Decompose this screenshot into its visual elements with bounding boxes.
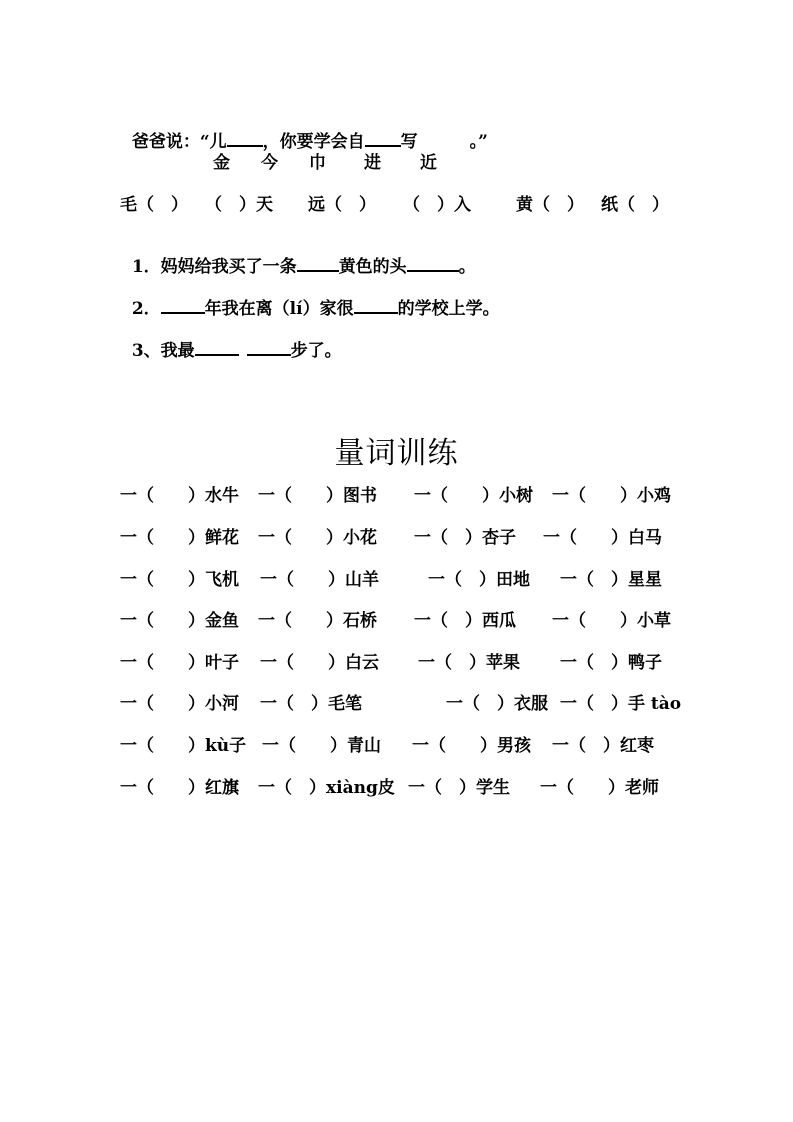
intro-text-a: 爸爸说：“儿 (131, 132, 227, 152)
sentence-text: 步了。 (290, 341, 342, 361)
blank[interactable] (161, 296, 205, 314)
blank[interactable] (195, 338, 239, 356)
paren-item[interactable]: （ ）入 (403, 195, 471, 215)
sentence-text: 黄色的头 (338, 257, 407, 277)
paren-item[interactable]: 纸（ ） (601, 195, 669, 215)
bank-char: 今 (261, 153, 278, 173)
section-title: 量词训练 (334, 436, 459, 471)
measure-item[interactable]: 一（ ）星星 (560, 570, 662, 590)
measure-item[interactable]: 一（ ）kù子 (120, 736, 247, 756)
measure-row (120, 689, 690, 715)
blank[interactable] (297, 254, 339, 272)
measure-item[interactable]: 一（ ）鲜花 (120, 528, 239, 548)
blank[interactable] (354, 296, 398, 314)
measure-item[interactable]: 一（ ）苹果 (418, 653, 520, 673)
measure-item[interactable]: 一（ ）小河 (120, 694, 239, 714)
measure-item[interactable]: 一（ ）图书 (258, 486, 377, 506)
sentence-text: 的学校上学。 (397, 299, 500, 319)
paren-item[interactable]: 黄（ ） (516, 195, 584, 215)
sentence-text: 。 (458, 257, 476, 277)
sentence-text: 1．妈妈给我买了一条 (131, 257, 297, 277)
measure-item[interactable]: 一（ ）毛笔 (260, 694, 362, 714)
measure-item[interactable]: 一（ ）山羊 (260, 570, 379, 590)
intro-text-b: ，你要学会自 (262, 132, 365, 152)
measure-item[interactable]: 一（ ）学生 (408, 778, 510, 798)
measure-item[interactable]: 一（ ）xiàng皮 (258, 778, 395, 798)
sentence-text: 年我在离（lí）家很 (204, 299, 354, 319)
measure-item[interactable]: 一（ ）杏子 (414, 528, 516, 548)
measure-item[interactable]: 一（ ）衣服 (446, 694, 548, 714)
bank-char: 巾 (309, 153, 326, 173)
intro-line (120, 107, 488, 153)
measure-row (120, 731, 690, 757)
measure-item[interactable]: 一（ ）金鱼 (120, 611, 239, 631)
measure-item[interactable]: 一（ ）白云 (260, 653, 379, 673)
measure-item[interactable]: 一（ ）青山 (262, 736, 381, 756)
sentence-text: 3、我最 (131, 341, 195, 361)
measure-item[interactable]: 一（ ）水牛 (120, 486, 239, 506)
measure-item[interactable]: 一（ ）小鸡 (552, 486, 671, 506)
measure-item[interactable]: 一（ ）叶子 (120, 653, 239, 673)
paren-item[interactable]: 毛（ ） (120, 195, 188, 215)
blank[interactable] (407, 254, 459, 272)
measure-item[interactable]: 一（ ）田地 (428, 570, 530, 590)
bank-char: 近 (420, 153, 437, 173)
measure-item[interactable]: 一（ ）红枣 (552, 736, 654, 756)
measure-item[interactable]: 一（ ）小树 (414, 486, 533, 506)
paren-item[interactable]: 远（ ） (308, 195, 376, 215)
blank[interactable] (227, 129, 263, 147)
measure-item[interactable]: 一（ ）老师 (540, 778, 659, 798)
measure-item[interactable]: 一（ ）小草 (552, 611, 671, 631)
sentence-3 (120, 316, 342, 362)
bank-char: 金 (213, 153, 230, 173)
measure-row (120, 523, 690, 549)
measure-item[interactable]: 一（ ）鸭子 (560, 653, 662, 673)
character-bank (0, 148, 793, 172)
measure-row (120, 481, 690, 507)
measure-row (120, 606, 690, 632)
sentence-1 (120, 232, 476, 278)
paren-fill-row (120, 190, 680, 214)
measure-item[interactable]: 一（ ）白马 (543, 528, 662, 548)
measure-row (120, 773, 690, 799)
measure-item[interactable]: 一（ ）小花 (258, 528, 377, 548)
measure-item[interactable]: 一（ ）男孩 (412, 736, 531, 756)
blank[interactable] (247, 338, 291, 356)
blank[interactable] (365, 129, 401, 147)
intro-text-c: 写 (400, 132, 418, 152)
sentence-text: 2． (131, 299, 161, 319)
sentence-2 (120, 274, 500, 320)
measure-row (120, 565, 690, 591)
intro-text-d: 。” (469, 132, 488, 152)
measure-row (120, 648, 690, 674)
measure-item[interactable]: 一（ ）红旗 (120, 778, 239, 798)
bank-char: 进 (364, 153, 381, 173)
measure-item[interactable]: 一（ ）飞机 (120, 570, 239, 590)
measure-item[interactable]: 一（ ）手 tào (560, 694, 682, 714)
measure-item[interactable]: 一（ ）石桥 (258, 611, 377, 631)
measure-item[interactable]: 一（ ）西瓜 (414, 611, 516, 631)
paren-item[interactable]: （ ）天 (205, 195, 273, 215)
